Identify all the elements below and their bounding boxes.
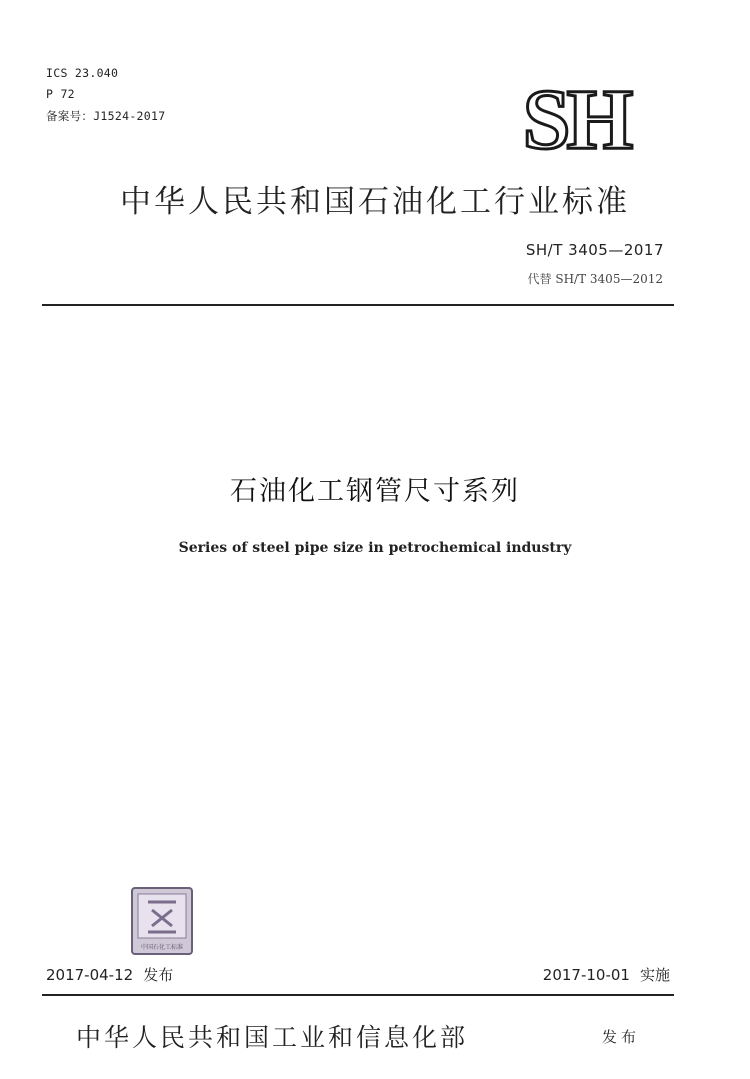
sh-logo xyxy=(496,80,656,158)
issuer-action: 发布 xyxy=(602,1028,641,1046)
issue-date-value: 2017-04-12 xyxy=(46,966,134,984)
record-number: 备案号：J1524-2017 xyxy=(46,109,166,123)
issue-label: 发布 xyxy=(143,966,174,984)
sh-logo-text: SH xyxy=(522,80,630,158)
ics-code: ICS 23.040 xyxy=(46,66,119,80)
bottom-divider xyxy=(42,994,674,996)
implementation-date xyxy=(543,964,670,985)
standard-number: SH/T 3405—2017 xyxy=(525,241,664,259)
impl-label: 实施 xyxy=(639,966,670,984)
impl-date-value: 2017-10-01 xyxy=(542,966,630,984)
top-divider xyxy=(42,304,674,306)
document-title-cn: 石油化工钢管尺寸系列 xyxy=(230,476,520,507)
issuing-authority: 中华人民共和国工业和信息化部 xyxy=(76,1023,469,1052)
library-stamp xyxy=(130,886,194,956)
issue-date xyxy=(46,964,173,985)
ccs-code: P 72 xyxy=(46,87,75,101)
stamp-text: 中国石化工标准 xyxy=(140,944,184,951)
standard-org-title: 中华人民共和国石油化工行业标准 xyxy=(120,184,630,220)
replaces-note: 代替 SH/T 3405—2012 xyxy=(527,272,663,286)
document-title-en: Series of steel pipe size in petrochemical industry xyxy=(178,540,572,556)
